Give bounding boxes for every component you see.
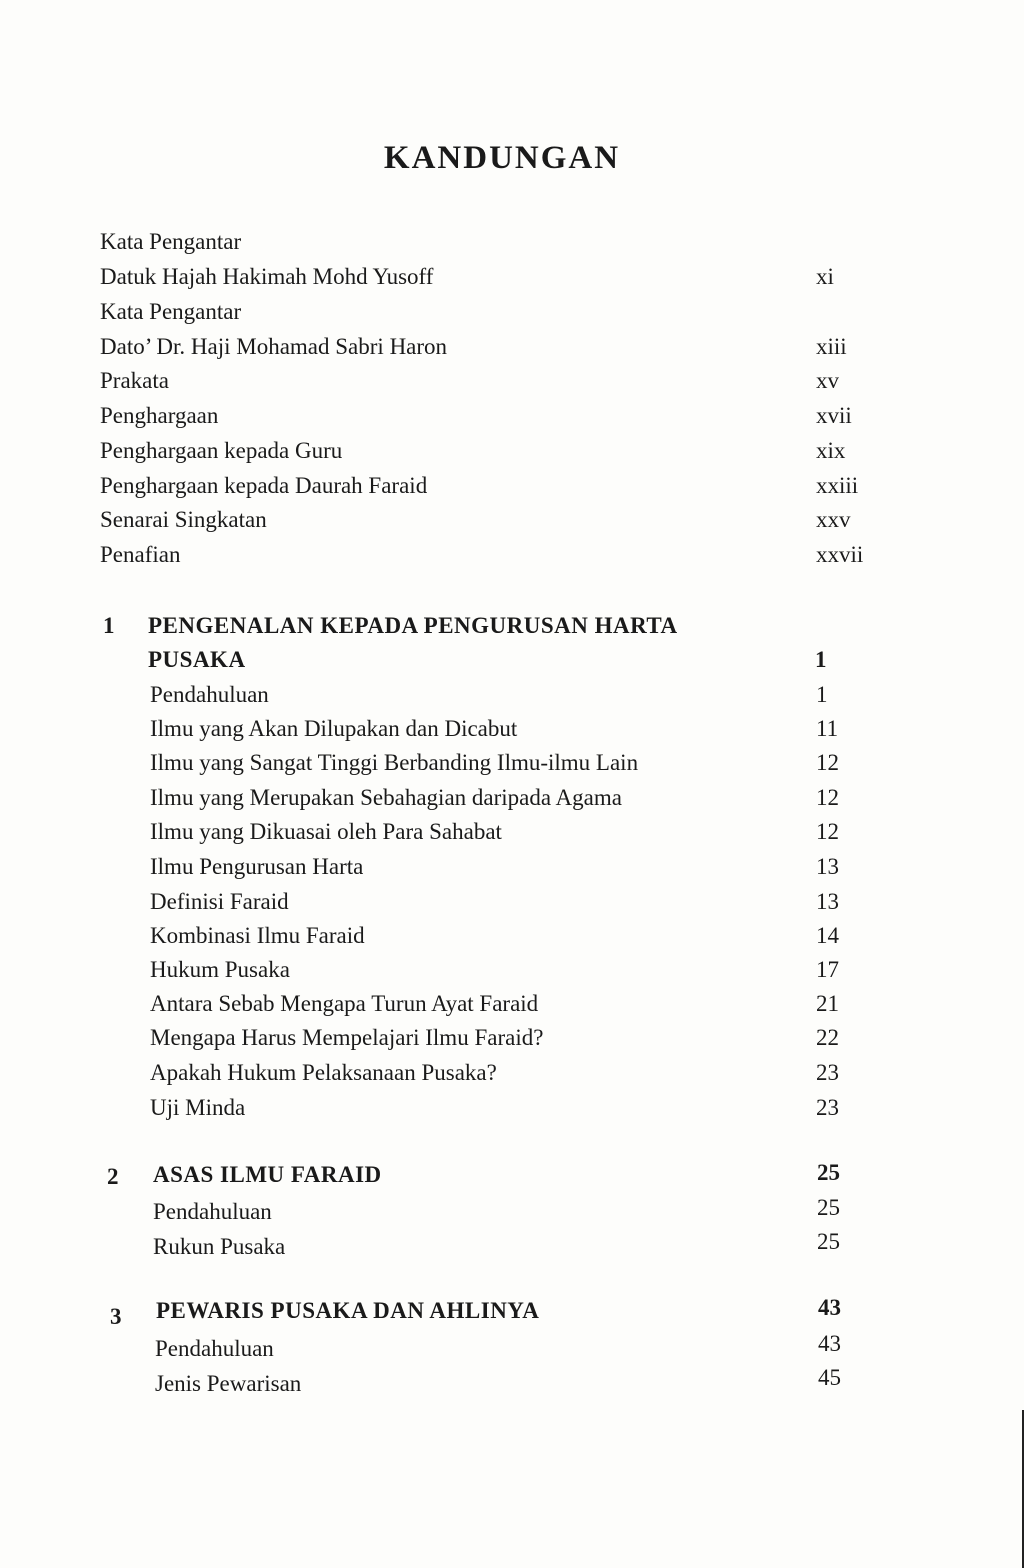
chapter-title: PEWARIS PUSAKA DAN AHLINYA	[156, 1298, 540, 1323]
toc-entry-label: Prakata	[100, 368, 169, 393]
toc-entry-page: xi	[816, 264, 834, 289]
toc-section-label: Mengapa Harus Mempelajari Ilmu Faraid?	[150, 1025, 544, 1050]
toc-section-page: 17	[816, 957, 839, 982]
toc-section-page: 12	[816, 750, 839, 775]
toc-entry-page: xiii	[816, 334, 847, 359]
toc-section-page: 13	[816, 889, 839, 914]
chapter-title: ASAS ILMU FARAID	[153, 1162, 382, 1187]
chapter-number: 2	[107, 1164, 119, 1189]
toc-section-page: 12	[816, 785, 839, 810]
toc-section-label: Ilmu yang Akan Dilupakan dan Dicabut	[150, 716, 518, 741]
toc-section-label: Pendahuluan	[155, 1336, 274, 1361]
toc-section-page: 25	[817, 1195, 840, 1220]
toc-entry-label: Dato’ Dr. Haji Mohamad Sabri Haron	[100, 334, 448, 359]
toc-section-label: Ilmu yang Dikuasai oleh Para Sahabat	[150, 819, 502, 844]
toc-section-label: Ilmu yang Sangat Tinggi Berbanding Ilmu-ilmu Lain	[150, 750, 639, 775]
toc-section-page: 14	[816, 923, 839, 948]
toc-section-label: Uji Minda	[150, 1095, 246, 1120]
toc-section-page: 21	[816, 991, 839, 1016]
page-title: KANDUNGAN	[383, 140, 621, 176]
toc-section-label: Definisi Faraid	[150, 889, 289, 914]
toc-section-page: 22	[816, 1025, 839, 1050]
toc-entry-page: xxiii	[816, 473, 859, 498]
toc-section-label: Pendahuluan	[153, 1199, 272, 1224]
toc-section-label: Rukun Pusaka	[153, 1234, 286, 1259]
chapter-page: 25	[817, 1160, 840, 1185]
chapter-page: 43	[818, 1295, 841, 1320]
toc-section-label: Ilmu Pengurusan Harta	[150, 854, 364, 879]
toc-entry-label: Penghargaan kepada Guru	[100, 438, 343, 463]
toc-section-page: 45	[818, 1365, 841, 1390]
toc-section-label: Kombinasi Ilmu Faraid	[150, 923, 365, 948]
toc-section-page: 25	[817, 1229, 840, 1254]
toc-entry-label: Penafian	[100, 542, 181, 567]
toc-section-page: 12	[816, 819, 839, 844]
toc-section-label: Antara Sebab Mengapa Turun Ayat Faraid	[150, 991, 539, 1016]
toc-section-label: Ilmu yang Merupakan Sebahagian daripada Agama	[150, 785, 622, 810]
toc-entry-label: Penghargaan	[100, 403, 219, 428]
chapter-number: 3	[110, 1304, 122, 1329]
toc-section-page: 1	[816, 682, 828, 707]
chapter-page: 1	[815, 647, 827, 672]
toc-section-page: 11	[816, 716, 839, 741]
toc-section-page: 23	[816, 1060, 839, 1085]
toc-section-page: 43	[818, 1331, 841, 1356]
chapter-title: PENGENALAN KEPADA PENGURUSAN HARTA	[148, 613, 678, 638]
toc-section-label: Hukum Pusaka	[150, 957, 290, 982]
toc-entry-page: xxvii	[816, 542, 864, 567]
chapter-number: 1	[103, 613, 115, 638]
toc-entry-label: Kata Pengantar	[100, 229, 242, 254]
toc-entry-label: Kata Pengantar	[100, 299, 242, 324]
toc-section-page: 13	[816, 854, 839, 879]
toc-entry-page: xvii	[816, 403, 852, 428]
toc-section-label: Jenis Pewarisan	[155, 1371, 302, 1396]
toc-entry-page: xix	[816, 438, 846, 463]
toc-section-page: 23	[816, 1095, 839, 1120]
toc-entry-label: Datuk Hajah Hakimah Mohd Yusoff	[100, 264, 434, 289]
toc-section-label: Pendahuluan	[150, 682, 269, 707]
toc-entry-page: xv	[816, 368, 839, 393]
toc-entry-label: Senarai Singkatan	[100, 507, 267, 532]
toc-section-label: Apakah Hukum Pelaksanaan Pusaka?	[150, 1060, 497, 1085]
toc-entry-label: Penghargaan kepada Daurah Faraid	[100, 473, 428, 498]
toc-entry-page: xxv	[816, 507, 851, 532]
chapter-title-continued: PUSAKA	[148, 647, 246, 672]
